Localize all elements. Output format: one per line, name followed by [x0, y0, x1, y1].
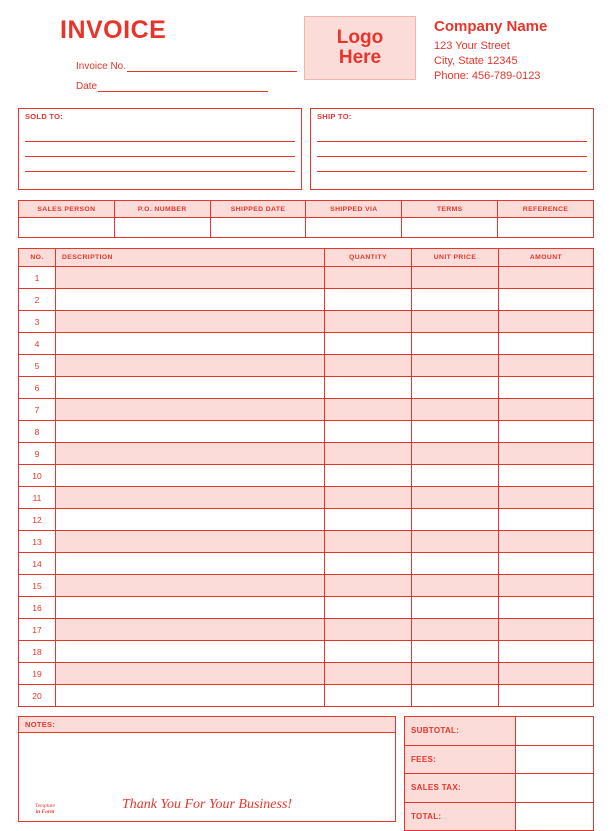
table-row: [19, 685, 594, 707]
item-description-cell[interactable]: [56, 289, 325, 311]
item-amount-cell[interactable]: [499, 443, 594, 465]
item-quantity-cell[interactable]: [325, 267, 412, 289]
item-description-cell[interactable]: [56, 465, 325, 487]
table-row: [19, 377, 594, 399]
invoice-date-label: Date: [76, 81, 98, 92]
item-number-cell: 2: [19, 289, 56, 311]
info-value-po-number[interactable]: [114, 218, 210, 238]
ship-to-lines[interactable]: [317, 127, 587, 186]
item-quantity-cell[interactable]: [325, 487, 412, 509]
item-description-cell[interactable]: [56, 531, 325, 553]
item-number-cell: 9: [19, 443, 56, 465]
company-street: 123 Your Street: [434, 40, 510, 52]
info-value-shipped-via[interactable]: [306, 218, 402, 238]
item-unit-price-cell[interactable]: [412, 333, 499, 355]
info-header-terms: TERMS: [402, 201, 498, 218]
totals-value[interactable]: [516, 802, 594, 831]
item-quantity-cell[interactable]: [325, 619, 412, 641]
totals-row: [405, 774, 594, 803]
item-number-cell: 4: [19, 333, 56, 355]
item-quantity-cell[interactable]: [325, 289, 412, 311]
table-row: [19, 465, 594, 487]
item-quantity-cell[interactable]: [325, 377, 412, 399]
logo-line-2: Here: [338, 47, 382, 68]
item-unit-price-cell[interactable]: [412, 575, 499, 597]
item-quantity-cell[interactable]: [325, 355, 412, 377]
item-amount-cell[interactable]: [499, 509, 594, 531]
ship-to-box[interactable]: [310, 108, 594, 190]
totals-label: SALES TAX:: [405, 774, 516, 803]
item-unit-price-cell[interactable]: [412, 377, 499, 399]
company-block: [434, 14, 547, 85]
item-number-cell: 5: [19, 355, 56, 377]
totals-row: [405, 717, 594, 746]
sold-to-line[interactable]: [25, 142, 295, 157]
sold-to-lines[interactable]: [25, 127, 295, 186]
info-header-shipped-via: SHIPPED VIA: [306, 201, 402, 218]
notes-label: NOTES:: [19, 717, 395, 733]
item-amount-cell[interactable]: [499, 421, 594, 443]
item-amount-cell[interactable]: [499, 641, 594, 663]
item-amount-cell[interactable]: [499, 465, 594, 487]
item-unit-price-cell[interactable]: [412, 443, 499, 465]
info-header-reference: REFERENCE: [498, 201, 594, 218]
item-quantity-cell[interactable]: [325, 399, 412, 421]
sold-to-line[interactable]: [25, 157, 295, 172]
item-unit-price-cell[interactable]: [412, 421, 499, 443]
table-row: [19, 289, 594, 311]
item-unit-price-cell[interactable]: [412, 597, 499, 619]
table-row: [19, 333, 594, 355]
item-number-cell: 14: [19, 553, 56, 575]
item-quantity-cell[interactable]: [325, 663, 412, 685]
items-header-no: NO.: [19, 249, 56, 267]
invoice-number-field[interactable]: [60, 61, 304, 72]
item-description-cell[interactable]: [56, 399, 325, 421]
watermark-line-1: Template: [35, 803, 55, 809]
totals-label: FEES:: [405, 745, 516, 774]
sold-to-line[interactable]: [25, 172, 295, 186]
table-row: [19, 619, 594, 641]
address-row: [18, 108, 594, 190]
item-number-cell: 16: [19, 597, 56, 619]
totals-table: [404, 716, 594, 831]
item-quantity-cell[interactable]: [325, 311, 412, 333]
item-unit-price-cell[interactable]: [412, 553, 499, 575]
item-unit-price-cell[interactable]: [412, 267, 499, 289]
info-header-shipped-date: SHIPPED DATE: [210, 201, 306, 218]
totals-value[interactable]: [516, 774, 594, 803]
totals-row: [405, 802, 594, 831]
invoice-footer: [18, 716, 594, 831]
info-value-shipped-date[interactable]: [210, 218, 306, 238]
item-amount-cell[interactable]: [499, 333, 594, 355]
item-number-cell: 20: [19, 685, 56, 707]
item-number-cell: 1: [19, 267, 56, 289]
item-amount-cell[interactable]: [499, 531, 594, 553]
header-left: [18, 14, 304, 101]
item-quantity-cell[interactable]: [325, 597, 412, 619]
company-name: Company Name: [434, 18, 548, 35]
item-quantity-cell[interactable]: [325, 641, 412, 663]
line-items-table: [18, 248, 594, 707]
item-number-cell: 8: [19, 421, 56, 443]
item-amount-cell[interactable]: [499, 553, 594, 575]
invoice-date-rule[interactable]: [98, 81, 268, 92]
items-header-amount: AMOUNT: [499, 249, 594, 267]
items-header-quantity: QUANTITY: [325, 249, 412, 267]
invoice-number-label: Invoice No.: [76, 61, 127, 72]
item-amount-cell[interactable]: [499, 575, 594, 597]
item-unit-price-cell[interactable]: [412, 641, 499, 663]
item-number-cell: 12: [19, 509, 56, 531]
ship-to-line[interactable]: [317, 127, 587, 142]
item-amount-cell[interactable]: [499, 487, 594, 509]
item-quantity-cell[interactable]: [325, 531, 412, 553]
table-row: [19, 509, 594, 531]
table-row: [19, 597, 594, 619]
totals-body: [405, 717, 594, 831]
item-amount-cell[interactable]: [499, 311, 594, 333]
sold-to-box[interactable]: [18, 108, 302, 190]
items-header-description: DESCRIPTION: [56, 249, 325, 267]
item-number-cell: 19: [19, 663, 56, 685]
item-unit-price-cell[interactable]: [412, 487, 499, 509]
page-title: INVOICE: [60, 16, 167, 44]
table-row: [19, 487, 594, 509]
item-description-cell[interactable]: [56, 597, 325, 619]
ship-to-label: SHIP TO:: [317, 112, 352, 121]
invoice-date-field[interactable]: [60, 81, 304, 92]
item-description-cell[interactable]: [56, 641, 325, 663]
item-quantity-cell[interactable]: [325, 685, 412, 707]
totals-label: SUBTOTAL:: [405, 717, 516, 746]
item-unit-price-cell[interactable]: [412, 509, 499, 531]
item-amount-cell[interactable]: [499, 399, 594, 421]
company-phone: Phone: 456-789-0123: [434, 70, 541, 82]
info-value-row: [19, 218, 594, 238]
item-unit-price-cell[interactable]: [412, 663, 499, 685]
item-quantity-cell[interactable]: [325, 443, 412, 465]
company-city-state-zip: City, State 12345: [434, 55, 518, 67]
item-amount-cell[interactable]: [499, 597, 594, 619]
item-amount-cell[interactable]: [499, 289, 594, 311]
table-row: [19, 663, 594, 685]
items-header-row: [19, 249, 594, 267]
ship-to-line[interactable]: [317, 142, 587, 157]
info-header-sales-person: SALES PERSON: [19, 201, 115, 218]
item-number-cell: 10: [19, 465, 56, 487]
logo-placeholder[interactable]: [304, 16, 416, 80]
item-description-cell[interactable]: [56, 377, 325, 399]
items-body: [19, 267, 594, 707]
sold-to-label: SOLD TO:: [25, 112, 64, 121]
table-row: [19, 553, 594, 575]
table-row: [19, 421, 594, 443]
item-description-cell[interactable]: [56, 267, 325, 289]
totals-label: TOTAL:: [405, 802, 516, 831]
watermark-line-2: in Form: [35, 809, 55, 815]
item-unit-price-cell[interactable]: [412, 619, 499, 641]
info-header-po-number: P.O. NUMBER: [114, 201, 210, 218]
logo-line-1: Logo: [336, 27, 384, 48]
item-amount-cell[interactable]: [499, 619, 594, 641]
ship-to-line[interactable]: [317, 157, 587, 172]
totals-row: [405, 745, 594, 774]
item-amount-cell[interactable]: [499, 377, 594, 399]
item-description-cell[interactable]: [56, 487, 325, 509]
item-number-cell: 7: [19, 399, 56, 421]
item-description-cell[interactable]: [56, 443, 325, 465]
item-quantity-cell[interactable]: [325, 333, 412, 355]
thank-you-message: Thank You For Your Business!: [121, 797, 293, 812]
item-description-cell[interactable]: [56, 553, 325, 575]
item-description-cell[interactable]: [56, 575, 325, 597]
table-row: [19, 531, 594, 553]
item-quantity-cell[interactable]: [325, 509, 412, 531]
table-row: [19, 267, 594, 289]
item-number-cell: 11: [19, 487, 56, 509]
notes-box[interactable]: [18, 716, 396, 822]
item-quantity-cell[interactable]: [325, 575, 412, 597]
ship-to-line[interactable]: [317, 172, 587, 186]
item-amount-cell[interactable]: [499, 685, 594, 707]
item-unit-price-cell[interactable]: [412, 465, 499, 487]
item-number-cell: 18: [19, 641, 56, 663]
info-value-terms[interactable]: [402, 218, 498, 238]
totals-value[interactable]: [516, 717, 594, 746]
item-description-cell[interactable]: [56, 355, 325, 377]
item-number-cell: 6: [19, 377, 56, 399]
info-value-reference[interactable]: [498, 218, 594, 238]
item-description-cell[interactable]: [56, 421, 325, 443]
items-header-unit-price: UNIT PRICE: [412, 249, 499, 267]
invoice-number-rule[interactable]: [127, 61, 297, 72]
item-description-cell[interactable]: [56, 333, 325, 355]
item-description-cell[interactable]: [56, 685, 325, 707]
item-amount-cell[interactable]: [499, 355, 594, 377]
item-description-cell[interactable]: [56, 663, 325, 685]
item-unit-price-cell[interactable]: [412, 289, 499, 311]
info-header-row: [19, 201, 594, 218]
item-unit-price-cell[interactable]: [412, 355, 499, 377]
table-row: [19, 311, 594, 333]
item-quantity-cell[interactable]: [325, 465, 412, 487]
item-amount-cell[interactable]: [499, 267, 594, 289]
item-quantity-cell[interactable]: [325, 421, 412, 443]
item-number-cell: 15: [19, 575, 56, 597]
sold-to-line[interactable]: [25, 127, 295, 142]
item-amount-cell[interactable]: [499, 663, 594, 685]
item-unit-price-cell[interactable]: [412, 399, 499, 421]
totals-value[interactable]: [516, 745, 594, 774]
item-quantity-cell[interactable]: [325, 553, 412, 575]
invoice-header: [18, 14, 594, 100]
item-description-cell[interactable]: [56, 311, 325, 333]
table-row: [19, 355, 594, 377]
item-number-cell: 17: [19, 619, 56, 641]
shipping-info-table: [18, 200, 594, 238]
item-unit-price-cell[interactable]: [412, 685, 499, 707]
item-number-cell: 13: [19, 531, 56, 553]
item-unit-price-cell[interactable]: [412, 311, 499, 333]
item-unit-price-cell[interactable]: [412, 531, 499, 553]
table-row: [19, 399, 594, 421]
item-description-cell[interactable]: [56, 509, 325, 531]
info-value-sales-person[interactable]: [19, 218, 115, 238]
item-number-cell: 3: [19, 311, 56, 333]
totals-block: [404, 716, 594, 831]
table-row: [19, 641, 594, 663]
table-row: [19, 575, 594, 597]
item-description-cell[interactable]: [56, 619, 325, 641]
table-row: [19, 443, 594, 465]
